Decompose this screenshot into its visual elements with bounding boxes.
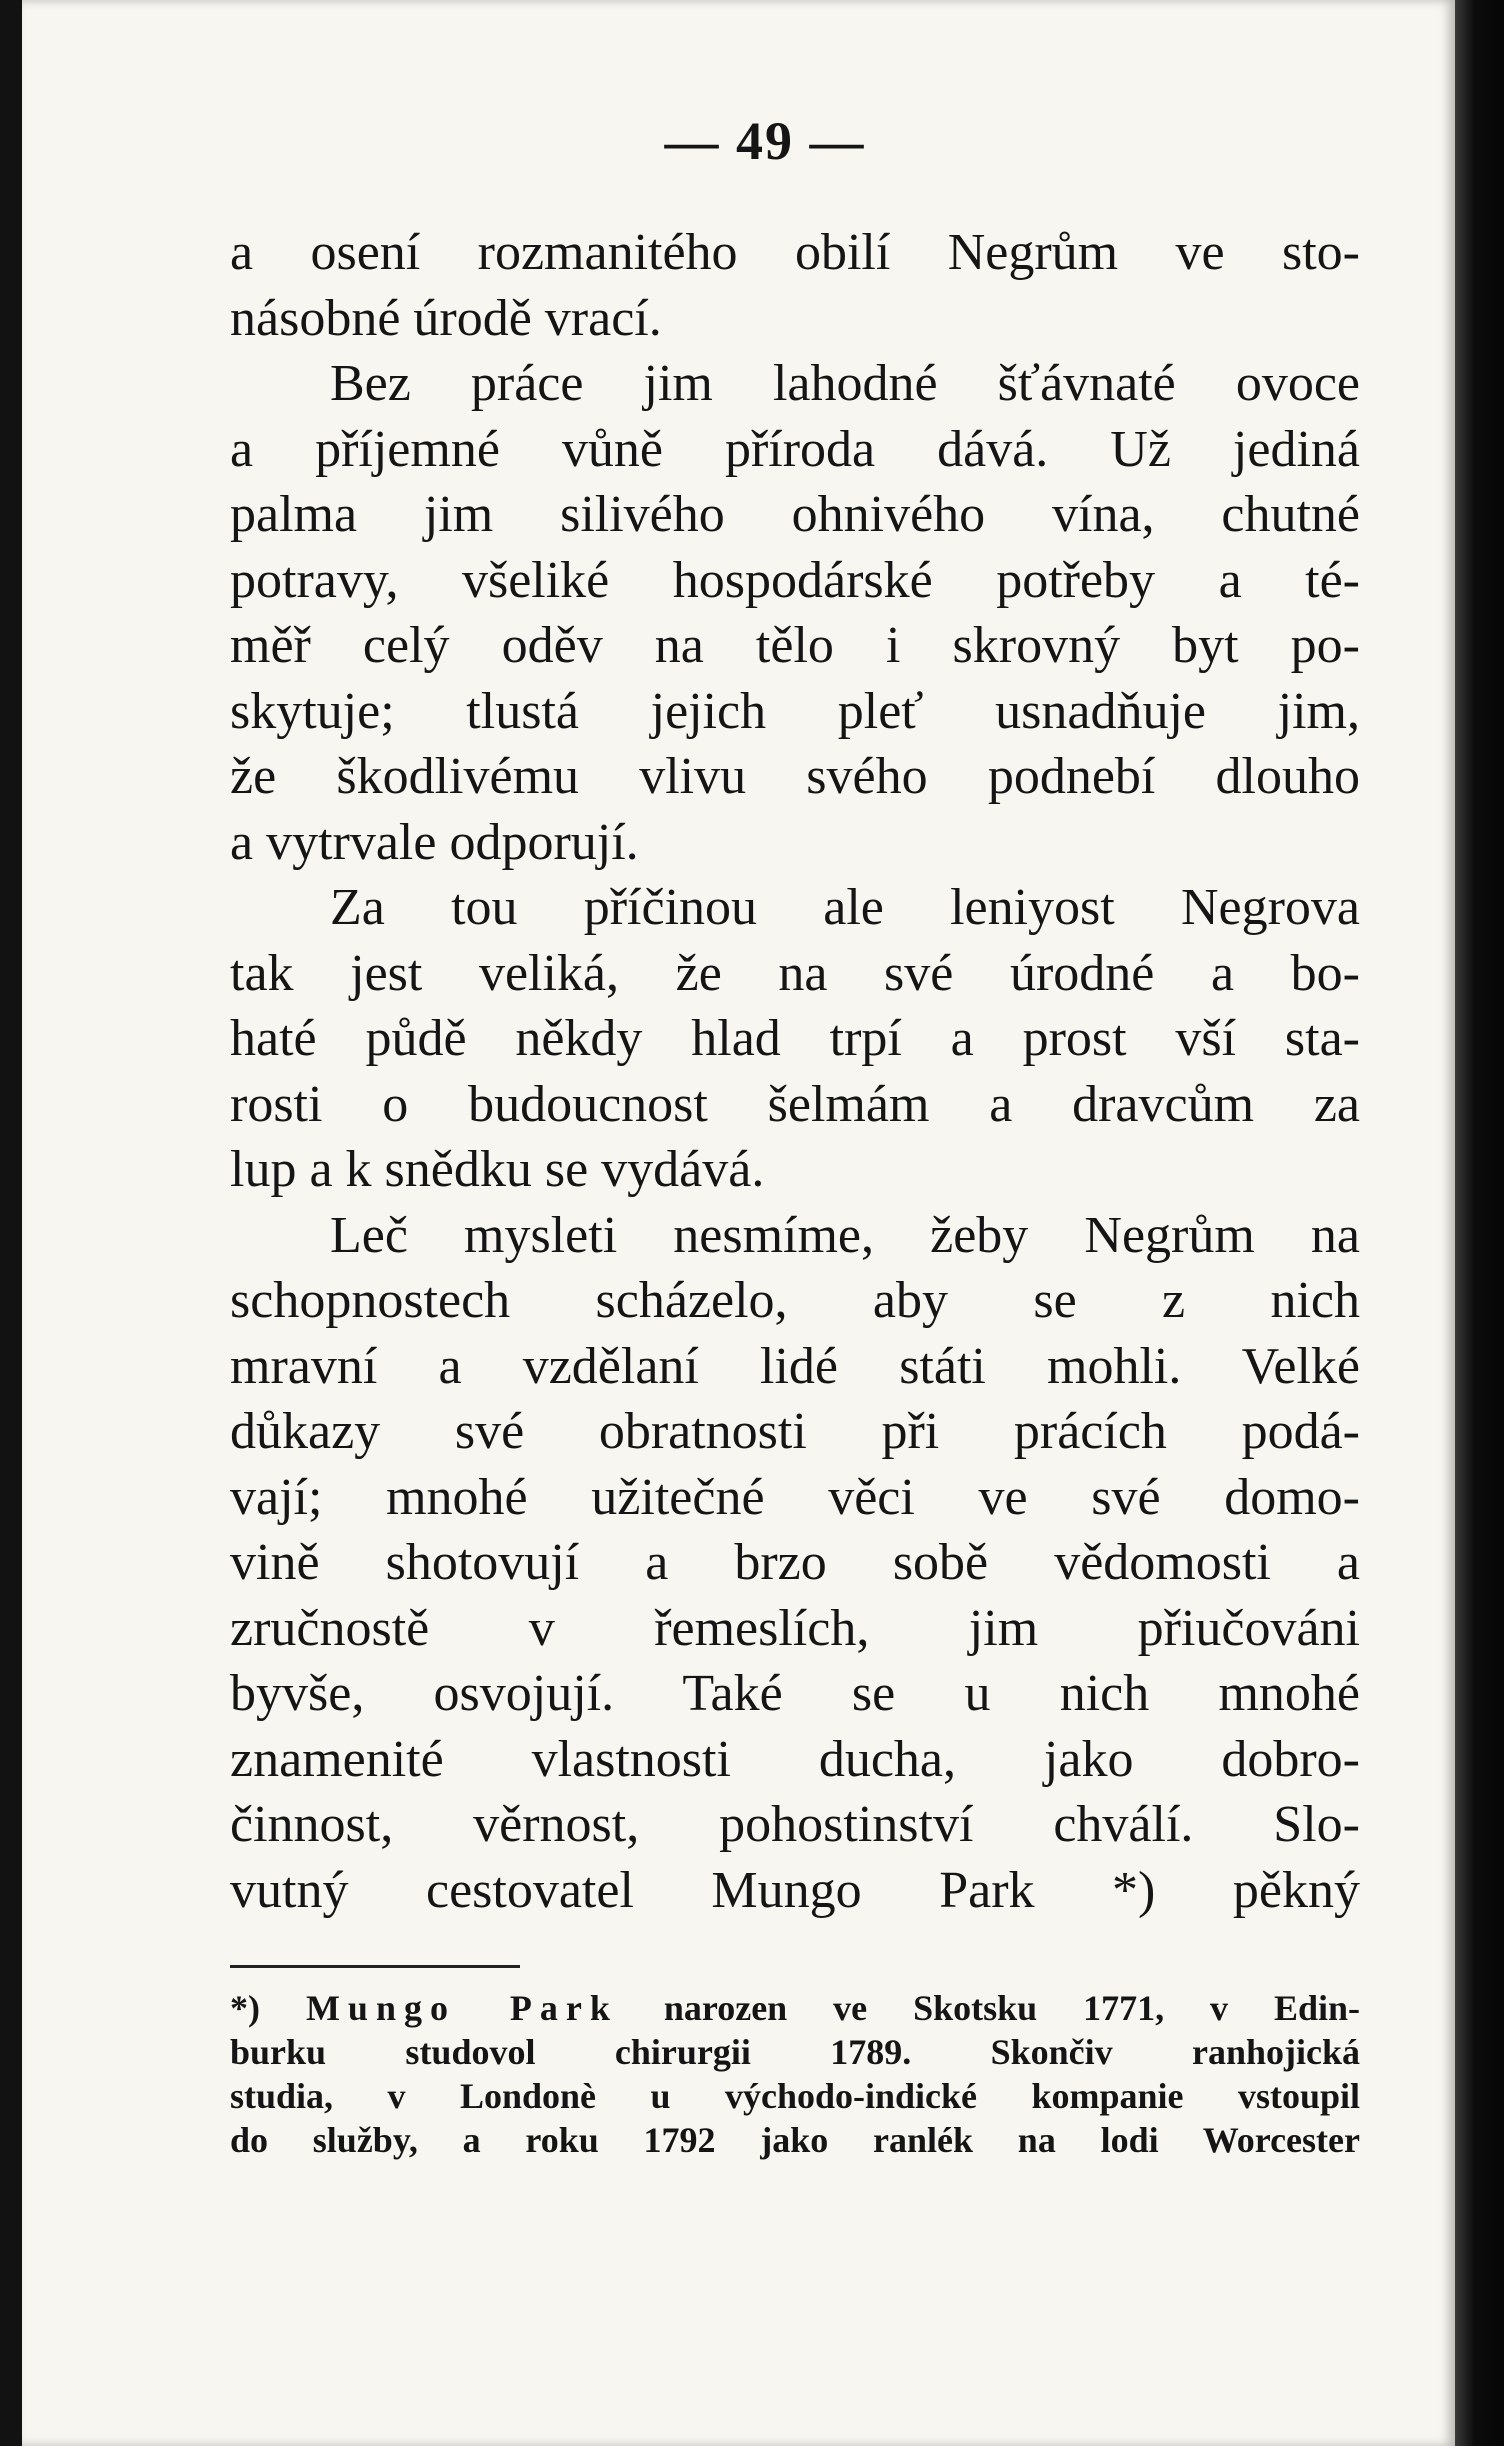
text-line: Za tou příčinou ale leniyost Negrova bbox=[330, 879, 1360, 936]
text-line: násobné úrodě vrací. bbox=[230, 289, 662, 347]
text-line: znamenité vlastnosti ducha, jako dobro- bbox=[230, 1730, 1360, 1788]
footnote-line: burku studovol chirurgii 1789. Skončiv ranhojická bbox=[230, 2032, 1360, 2072]
footnote-line: studia, v Londonè u východo-indické kompanie vstoupil bbox=[230, 2076, 1360, 2116]
paragraph-3 bbox=[230, 875, 1360, 1203]
text-line: Bez práce jim lahodné šťávnaté ovoce bbox=[330, 355, 1360, 412]
footnote-line: do služby, a roku 1792 jako ranlék na lodi Worcester bbox=[230, 2120, 1360, 2160]
text-line: Leč mysleti nesmíme, žeby Negrům na bbox=[330, 1206, 1360, 1264]
text-line: vají; mnohé užitečné věci ve své domo- bbox=[230, 1468, 1360, 1526]
text-line: haté půdě někdy hlad trpí a prost vší sta- bbox=[230, 1010, 1360, 1067]
body-text bbox=[230, 220, 1360, 1923]
footnote-text: narozen ve Skotsku 1771, v Edin- bbox=[663, 1988, 1360, 2028]
text-line: skytuje; tlustá jejich pleť usnadňuje jim, bbox=[230, 682, 1360, 740]
text-line: měř celý oděv na tělo i skrovný byt po- bbox=[230, 617, 1360, 674]
footnote-marker: *) bbox=[230, 1988, 260, 2028]
footnote-divider bbox=[230, 1965, 520, 1968]
text-line: a osení rozmanitého obilí Negrům ve sto- bbox=[230, 224, 1360, 281]
paragraph-1 bbox=[230, 220, 1360, 351]
text-line: důkazy své obratnosti při prácích podá- bbox=[230, 1403, 1360, 1460]
text-line: zručnostě v řemeslích, jim přiučováni bbox=[230, 1599, 1360, 1657]
text-line: tak jest veliká, že na své úrodné a bo- bbox=[230, 944, 1360, 1002]
text-line: palma jim silivého ohnivého vína, chutné bbox=[230, 486, 1360, 543]
text-line: rosti o budoucnost šelmám a dravcům za bbox=[230, 1075, 1360, 1133]
text-line: a vytrvale odporují. bbox=[230, 813, 639, 871]
footnote-line bbox=[230, 1986, 1360, 2030]
text-line: a příjemné vůně příroda dává. Už jediná bbox=[230, 420, 1360, 478]
text-line: lup a k snědku se vydává. bbox=[230, 1141, 765, 1198]
book-page bbox=[230, 110, 1360, 2162]
footnote-person-name: Mungo Park bbox=[305, 1988, 618, 2028]
page-number: — 49 — bbox=[664, 111, 866, 171]
text-line: schopnostech scházelo, aby se z nich bbox=[230, 1272, 1360, 1329]
text-line: činnost, věrnost, pohostinství chválí. Slo- bbox=[230, 1796, 1360, 1853]
paragraph-2 bbox=[230, 351, 1360, 875]
text-line: že škodlivému vlivu svého podnebí dlouho bbox=[230, 748, 1360, 805]
text-line: potravy, všeliké hospodárské potřeby a té- bbox=[230, 551, 1360, 609]
text-line: vině shotovují a brzo sobě vědomosti a bbox=[230, 1534, 1360, 1591]
text-line: vutný cestovatel Mungo Park *) pěkný bbox=[230, 1861, 1360, 1919]
footnote bbox=[230, 1986, 1360, 2162]
paragraph-4 bbox=[230, 1203, 1360, 1924]
page-edge-shadow bbox=[1455, 0, 1504, 2446]
text-line: mravní a vzdělaní lidé státi mohli. Velké bbox=[230, 1337, 1360, 1395]
text-line: byvše, osvojují. Také se u nich mnohé bbox=[230, 1665, 1360, 1722]
